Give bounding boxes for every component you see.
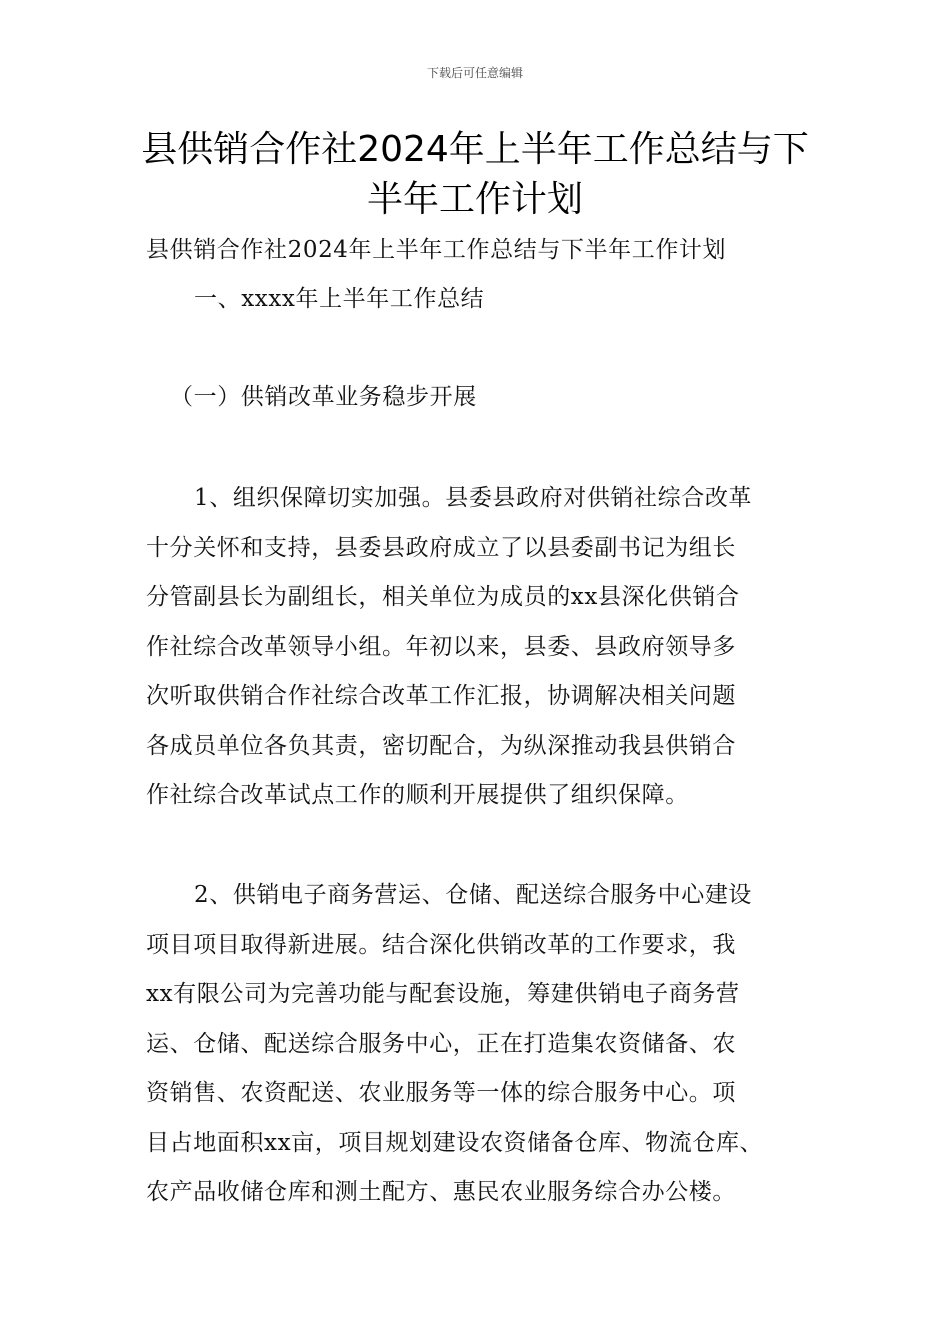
header-note: 下载后可任意编辑 [426, 66, 523, 80]
paragraph-1-line: 各成员单位各负其责，密切配合，为纵深推动我县供销合 [146, 733, 736, 759]
paragraph-2-line: 目占地面积xx亩，项目规划建设农资储备仓库、物流仓库、 [146, 1130, 764, 1156]
paragraph-2-line: 2、供销电子商务营运、仓储、配送综合服务中心建设 [194, 882, 753, 908]
paragraph-1-line: 1、组织保障切实加强。县委县政府对供销社综合改革 [194, 485, 753, 511]
title-line-2: 半年工作计划 [366, 179, 583, 220]
paragraph-1-line: 作社综合改革试点工作的顺利开展提供了组织保障。 [146, 782, 689, 808]
subsection-heading: （一）供销改革业务稳步开展 [170, 384, 477, 410]
document-title [130, 125, 820, 225]
section-heading: 一、xxxx年上半年工作总结 [194, 286, 485, 312]
title-line-1: 县供销合作社2024年上半年工作总结与下 [141, 129, 809, 170]
paragraph-2-line: 农产品收储仓库和测土配方、惠民农业服务综合办公楼。 [146, 1179, 736, 1205]
subtitle: 县供销合作社2024年上半年工作总结与下半年工作计划 [146, 237, 727, 263]
paragraph-1-line: 十分关怀和支持，县委县政府成立了以县委副书记为组长 [146, 535, 736, 561]
paragraph-2-line: 资销售、农资配送、农业服务等一体的综合服务中心。项 [146, 1080, 736, 1106]
paragraph-2-line: 项目项目取得新进展。结合深化供销改革的工作要求，我 [146, 932, 736, 958]
paragraph-1-line: 次听取供销合作社综合改革工作汇报，协调解决相关问题 [146, 683, 736, 709]
paragraph-2-line: 运、仓储、配送综合服务中心，正在打造集农资储备、农 [146, 1031, 736, 1057]
paragraph-2-line: xx有限公司为完善功能与配套设施，筹建供销电子商务营 [146, 981, 740, 1007]
paragraph-1-line: 作社综合改革领导小组。年初以来，县委、县政府领导多 [146, 634, 736, 660]
paragraph-1-line: 分管副县长为副组长，相关单位为成员的xx县深化供销合 [146, 584, 740, 610]
